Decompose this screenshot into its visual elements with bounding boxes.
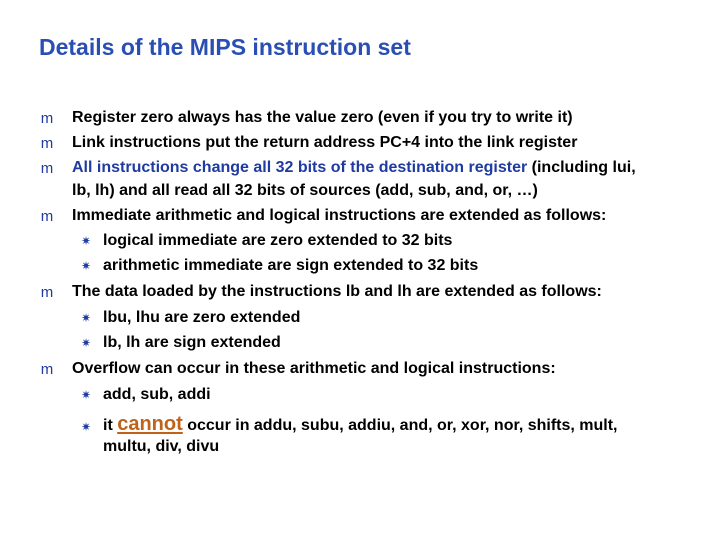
bullet-overflow: Overflow can occur in these arithmetic and logical instructions: [72,360,556,377]
subbullet-logical-immediate: logical immediate are zero extended to 32 bits [103,232,453,249]
bullet-m-icon: m [40,160,54,177]
bullet-data-loaded: The data loaded by the instructions lb and lh are extended as follows: [72,283,602,300]
asterisk-icon: ✷ [80,388,92,402]
subbullet-cannot-occur-cont: multu, div, divu [103,438,220,455]
bullet-m-icon: m [40,110,54,127]
bullet-m-icon: m [40,284,54,301]
subbullet-cannot-occur [103,414,618,436]
emphasis-text: cannot [117,413,183,435]
subbullet-add-sub-addi: add, sub, addi [103,386,211,403]
subbullet-arith-immediate: arithmetic immediate are sign extended to 32 bits [103,257,479,274]
bullet-link-instructions: Link instructions put the return address PC+4 into the link register [72,134,578,151]
asterisk-icon: ✷ [80,234,92,248]
asterisk-icon: ✷ [80,311,92,325]
bullet-all-instructions-cont: lb, lh) and all read all 32 bits of sources (add, sub, and, or, …) [72,182,538,199]
bullet-text: occur in addu, subu, addiu, and, or, xor, nor, shifts, mult, [182,417,618,434]
bullet-register-zero: Register zero always has the value zero (even if you try to write it) [72,109,573,126]
bullet-immediate-arith: Immediate arithmetic and logical instructions are extended as follows: [72,207,607,224]
asterisk-icon: ✷ [80,259,92,273]
bullet-m-icon: m [40,135,54,152]
asterisk-icon: ✷ [80,420,92,434]
asterisk-icon: ✷ [80,336,92,350]
bullet-text: it [103,417,118,434]
bullet-all-instructions [72,158,636,178]
bullet-m-icon: m [40,208,54,225]
bullet-text: (including lui, [527,159,636,176]
subbullet-lbu-lhu: lbu, lhu are zero extended [103,309,301,326]
subbullet-lb-lh: lb, lh are sign extended [103,334,281,351]
bullet-m-icon: m [40,361,54,378]
highlight-text: All instructions change all 32 bits of the destination register [72,159,528,176]
slide-title: Details of the MIPS instruction set [39,34,411,60]
